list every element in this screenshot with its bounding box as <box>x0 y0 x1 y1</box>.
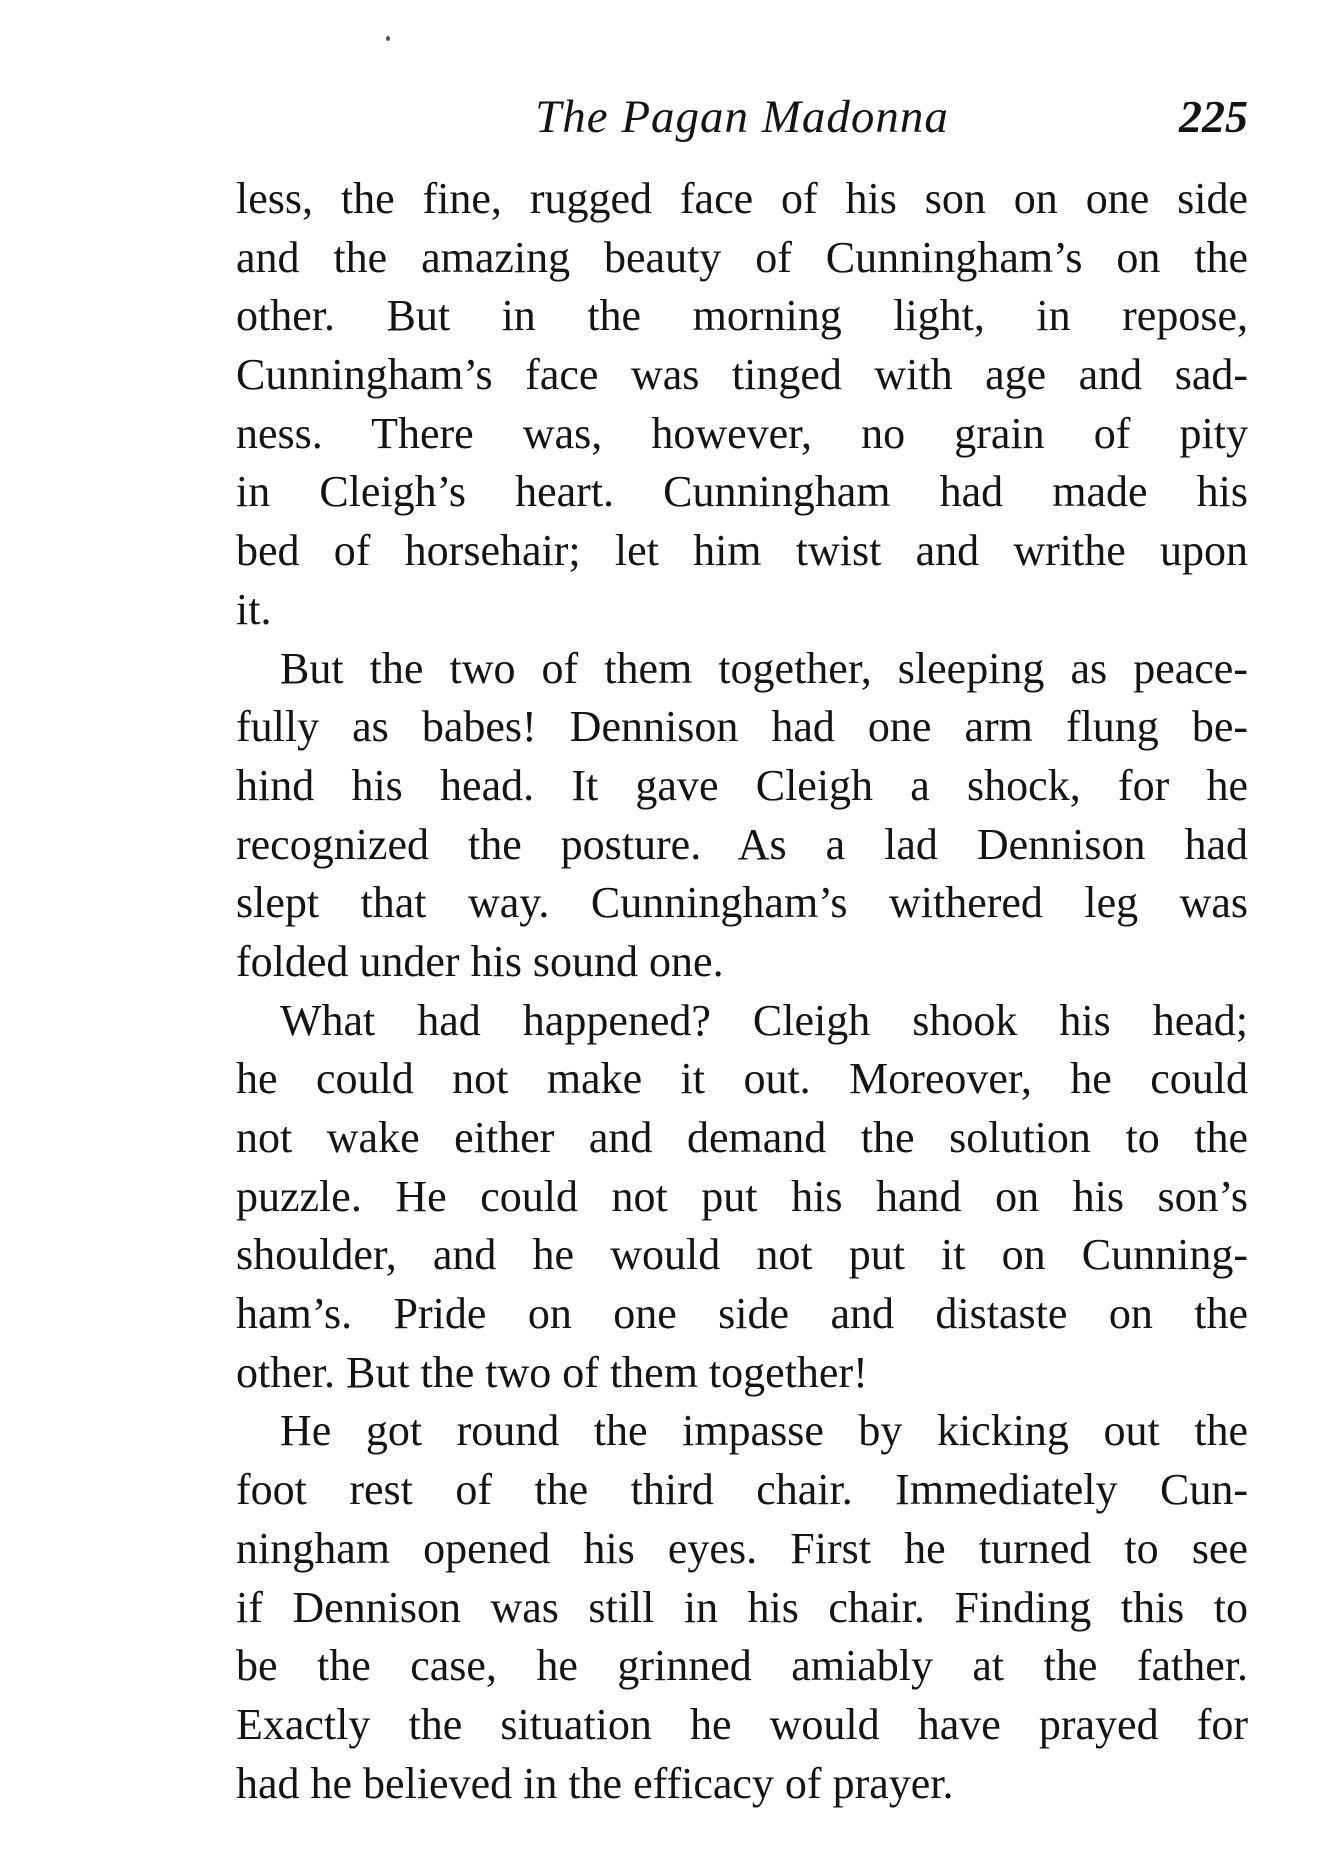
page-header <box>236 90 1248 150</box>
text-line: he could not make it out. Moreover, he could <box>236 1054 1248 1104</box>
text-line: if Dennison was still in his chair. Finding this to <box>236 1582 1248 1632</box>
text-line: ness. There was, however, no grain of pity <box>236 408 1248 458</box>
text-line: be the case, he grinned amiably at the father. <box>236 1641 1248 1691</box>
paragraph-4 <box>236 1402 1248 1813</box>
text-line: less, the fine, rugged face of his son on one side <box>236 174 1248 223</box>
text-line: What had happened? Cleigh shook his head; <box>280 995 1248 1045</box>
body-text <box>236 170 1248 1813</box>
paragraph-2 <box>236 640 1248 992</box>
text-line: folded under his sound one. <box>236 936 724 986</box>
paragraph-3 <box>236 992 1248 1403</box>
text-line: and the amazing beauty of Cunningham’s on the <box>236 232 1248 282</box>
text-line: ningham opened his eyes. First he turned to see <box>236 1523 1248 1573</box>
text-line: But the two of them together, sleeping as peace- <box>280 643 1248 693</box>
text-line: it. <box>236 584 272 634</box>
text-line: Exactly the situation he would have prayed for <box>236 1699 1248 1749</box>
text-line: other. But in the morning light, in repose, <box>236 291 1248 341</box>
text-line: puzzle. He could not put his hand on his son’s <box>236 1171 1248 1221</box>
text-line: recognized the posture. As a lad Dennison had <box>236 819 1248 869</box>
text-line: in Cleigh’s heart. Cunningham had made his <box>236 467 1248 517</box>
text-line: hind his head. It gave Cleigh a shock, for he <box>236 760 1248 810</box>
page-number: 225 <box>1179 91 1248 142</box>
text-line: had he believed in the efficacy of prayer. <box>236 1758 954 1808</box>
text-line: fully as babes! Dennison had one arm flung be- <box>236 702 1248 752</box>
text-line: foot rest of the third chair. Immediately Cun- <box>236 1465 1248 1515</box>
paragraph-1 <box>236 170 1248 640</box>
text-line: bed of horsehair; let him twist and writhe upon <box>236 526 1248 576</box>
text-line: slept that way. Cunningham’s withered leg was <box>236 878 1248 928</box>
text-line: not wake either and demand the solution to the <box>236 1113 1248 1162</box>
running-title: The Pagan Madonna <box>535 91 949 143</box>
text-line: ham’s. Pride on one side and distaste on the <box>236 1289 1248 1339</box>
text-line: Cunningham’s face was tinged with age and sad- <box>236 350 1248 400</box>
text-line: He got round the impasse by kicking out the <box>280 1406 1248 1456</box>
text-line: other. But the two of them together! <box>236 1347 868 1397</box>
text-line: shoulder, and he would not put it on Cunning- <box>236 1230 1248 1280</box>
scan-speck <box>386 36 390 41</box>
